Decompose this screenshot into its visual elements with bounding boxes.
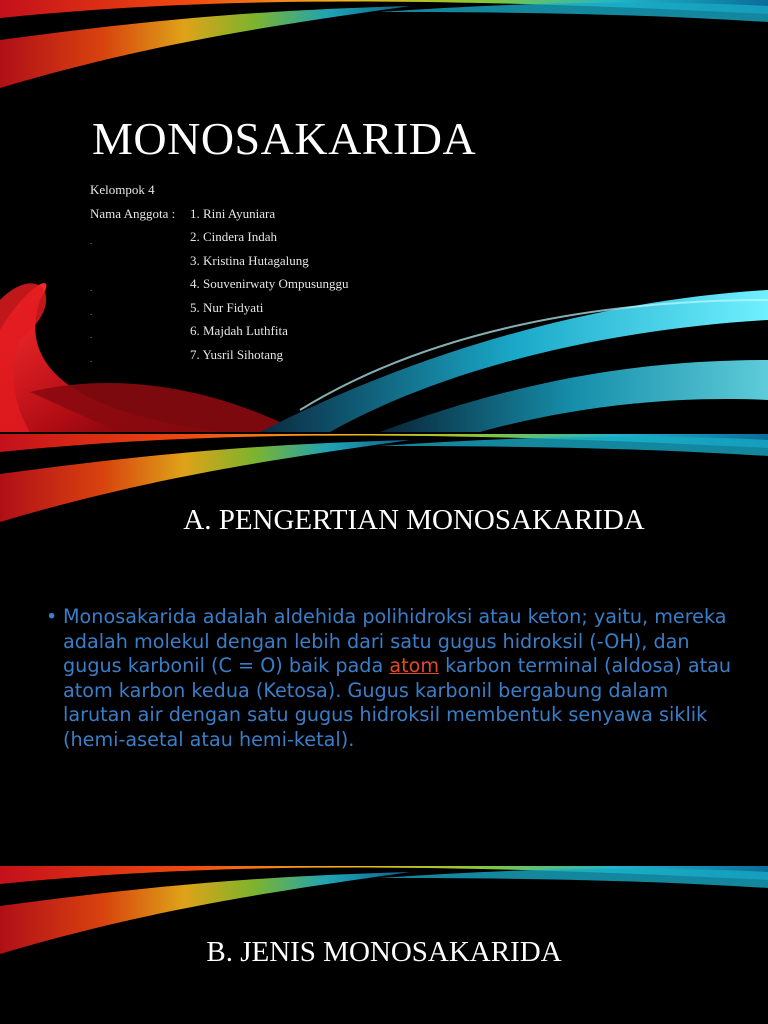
row-marker: . [90,306,93,317]
slide-types [0,866,768,1024]
paragraph-text [46,605,736,752]
paragraph-part: karbon terminal (aldosa) atau atom karbon kedua (Ketosa). Gugus karbonil bergabung dalam larutan air dengan satu gugus hidroksil membentuk senyawa siklik (hemi-asetal atau hemi-ketal). [63,654,732,751]
member-name: 4. Souvenirwaty Ompusunggu [190,276,349,291]
row-marker: . [90,353,93,364]
member-name: 5. Nur Fidyati [190,299,264,315]
row-marker: . [90,236,93,246]
members-label: Nama Anggota : [90,205,176,221]
member-name: 6. Majdah Luthfita [190,323,288,338]
bullet-icon: • [46,605,58,628]
member-name: 3. Kristina Hutagalung [190,252,309,268]
member-name: 1. Rini Ayuniara [190,205,276,221]
member-name: 7. Yusril Sihotang [190,346,284,362]
definition-paragraph [46,605,736,752]
presentation-title: MONOSAKARIDA [92,113,477,164]
member-name: 2. Cindera Indah [190,229,278,244]
group-label: Kelompok 4 [90,182,155,197]
section-heading: B. JENIS MONOSAKARIDA [206,936,562,968]
paragraph-part: Monosakarida adalah aldehida polihidroksi atau keton; yaitu, mereka adalah molekul dengan lebih dari satu gugus hidroksil (-OH), dan gugus karbonil (C = O) baik pada [63,605,727,677]
atom-link[interactable]: atom [389,654,440,677]
section-heading: A. PENGERTIAN MONOSAKARIDA [183,504,645,536]
row-marker: . [90,283,93,293]
slide-title [0,0,768,432]
slide-definition [0,434,768,864]
row-marker: . [90,330,93,340]
